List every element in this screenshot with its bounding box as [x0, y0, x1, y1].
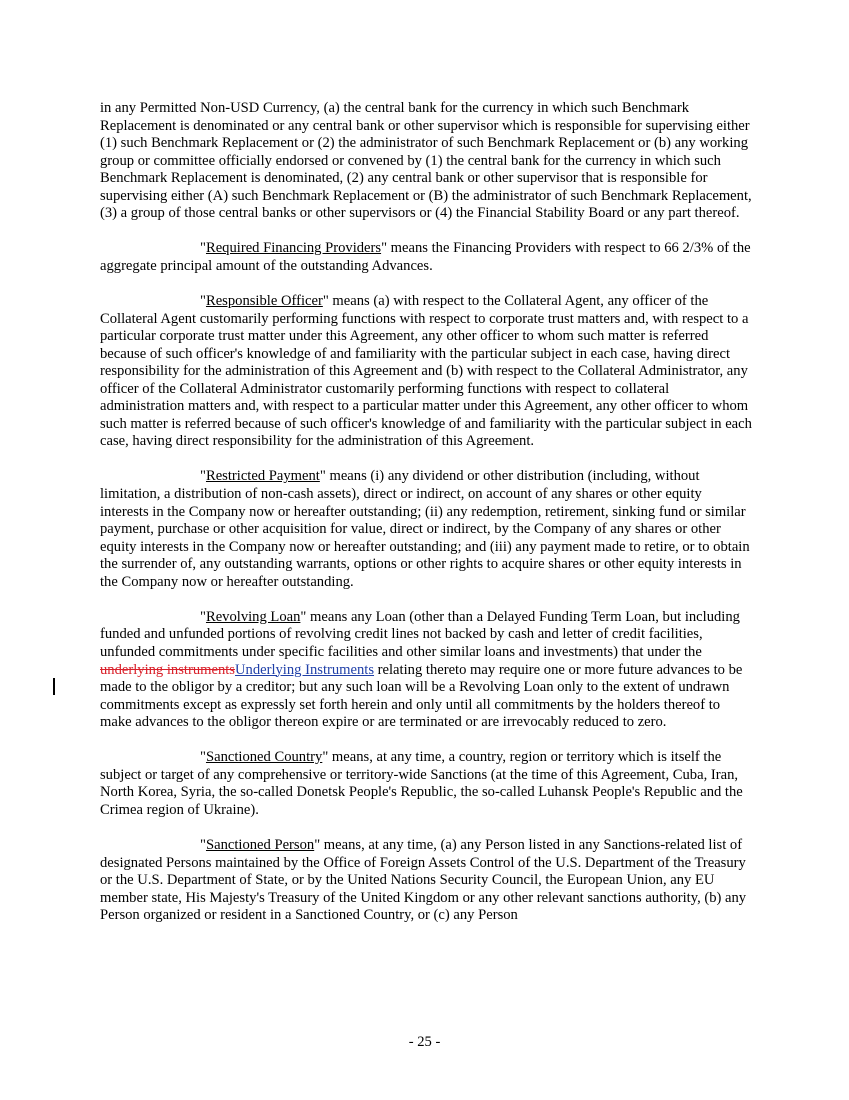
- definition-text: " means (i) any dividend or other distribution (including, without limitation, a distribution of non-cash assets), direct or indirect, on account of any shares or other equity interests in the Company now or hereafter outstanding; (ii) any redemption, retirement, sinking fund or similar payment, purchase or other acquisition for value, direct or indirect, by the Company of any shares or other equity interests in the Company now or hereafter outstanding; and (iii) any payment made to retire, or to obtain the surrender of, any outstanding warrants, options or other rights to acquire shares or other equity interests in the Company now or hereafter outstanding.: [100, 468, 750, 590]
- definition-text-before: " means any Loan (other than a Delayed Funding Term Loan, but including funded and unfunded portions of revolving credit lines not backed by cash and letter of credit facilities, unfunded commitments under specific facilities and other similar loans and investments) that under the: [100, 608, 740, 660]
- definition-responsible-officer: [100, 293, 752, 451]
- document-body: [100, 100, 752, 942]
- definition-restricted-payment: [100, 468, 752, 591]
- definition-text: " means, at any time, a country, region or territory which is itself the subject or target of any comprehensive or territory-wide Sanctions (at the time of this Agreement, Cuba, Iran, North Korea, Syria, the so-called Donetsk People's Republic, the so-called Luhansk People's Republic and the Crimea region of Ukraine).: [100, 749, 743, 818]
- defined-term: Sanctioned Person: [205, 836, 315, 853]
- definition-revolving-loan: [100, 609, 752, 732]
- open-quote: ": [200, 608, 206, 625]
- defined-term: Revolving Loan: [205, 608, 301, 625]
- defined-term: Restricted Payment: [205, 468, 320, 485]
- defined-term: Sanctioned Country: [205, 749, 323, 766]
- definition-text: " means (a) with respect to the Collateral Agent, any officer of the Collateral Agent customarily performing functions with respect to corporate trust matters and, with respect to a particular corporate trust matter under this Agreement, any other officer to whom such matter is referred because of such officer's knowledge of and familiarity with the particular subject in each case, having direct responsibility for the administration of this Agreement and (b) with respect to the Collateral Administrator, any officer of the Collateral Administrator customarily performing functions with respect to collateral administration matters and, with respect to a particular matter under this Agreement, any other officer to whom such matter is referred because of such officer's knowledge of and familiarity with the particular subject in each case, having direct responsibility for the administration of this Agreement.: [100, 293, 752, 450]
- defined-term: Required Financing Providers: [205, 240, 382, 257]
- definition-text: " means the Financing Providers with respect to 66 2/3% of the aggregate principal amount of the outstanding Advances.: [100, 240, 751, 274]
- open-quote: ": [200, 468, 206, 485]
- definition-sanctioned-country: [100, 749, 752, 819]
- definition-required-financing-providers: [100, 240, 752, 275]
- tracked-insertion: Underlying Instruments: [234, 661, 375, 678]
- open-quote: ": [200, 836, 206, 853]
- open-quote: ": [200, 293, 206, 310]
- page-number: - 25 -: [408, 1034, 441, 1050]
- open-quote: ": [200, 749, 206, 766]
- definition-text-after: relating thereto may require one or more future advances to be made to the obligor by a creditor; but any such loan will be a Revolving Loan only to the extent of undrawn commitments except as expressly set forth herein and only until all commitments by the holders thereof to make advances to the obligor thereon expire or are terminated or are irrevocably reduced to zero.: [100, 661, 743, 731]
- open-quote: ": [200, 240, 206, 257]
- tracked-deletion: underlying instruments: [100, 661, 235, 678]
- revision-change-bar: [53, 678, 55, 695]
- defined-term: Responsible Officer: [205, 293, 323, 310]
- definition-sanctioned-person: [100, 837, 752, 925]
- paragraph-continuation: in any Permitted Non-USD Currency, (a) the central bank for the currency in which such Benchmark Replacement is denominated or any central bank or other supervisor which is responsible for supervising either (1) such Benchmark Replacement or (2) the administrator of such Benchmark Replacement or (b) any working group or committee officially endorsed or convened by (1) the central bank for the currency in which such Benchmark Replacement is denominated, (2) any central bank or other supervisor that is responsible for supervising either (A) such Benchmark Replacement or (B) the administrator of such Benchmark Replacement, (3) a group of those central banks or other supervisors or (4) the Financial Stability Board or any part thereof.: [100, 100, 752, 222]
- definition-text: " means, at any time, (a) any Person listed in any Sanctions-related list of designated Persons maintained by the Office of Foreign Assets Control of the U.S. Department of the Treasury or the U.S. Department of State, or by the United Nations Security Council, the European Union, any EU member state, His Majesty's Treasury of the United Kingdom or any other relevant sanctions authority, (b) any Person organized or resident in a Sanctioned Country, or (c) any Person: [100, 836, 747, 924]
